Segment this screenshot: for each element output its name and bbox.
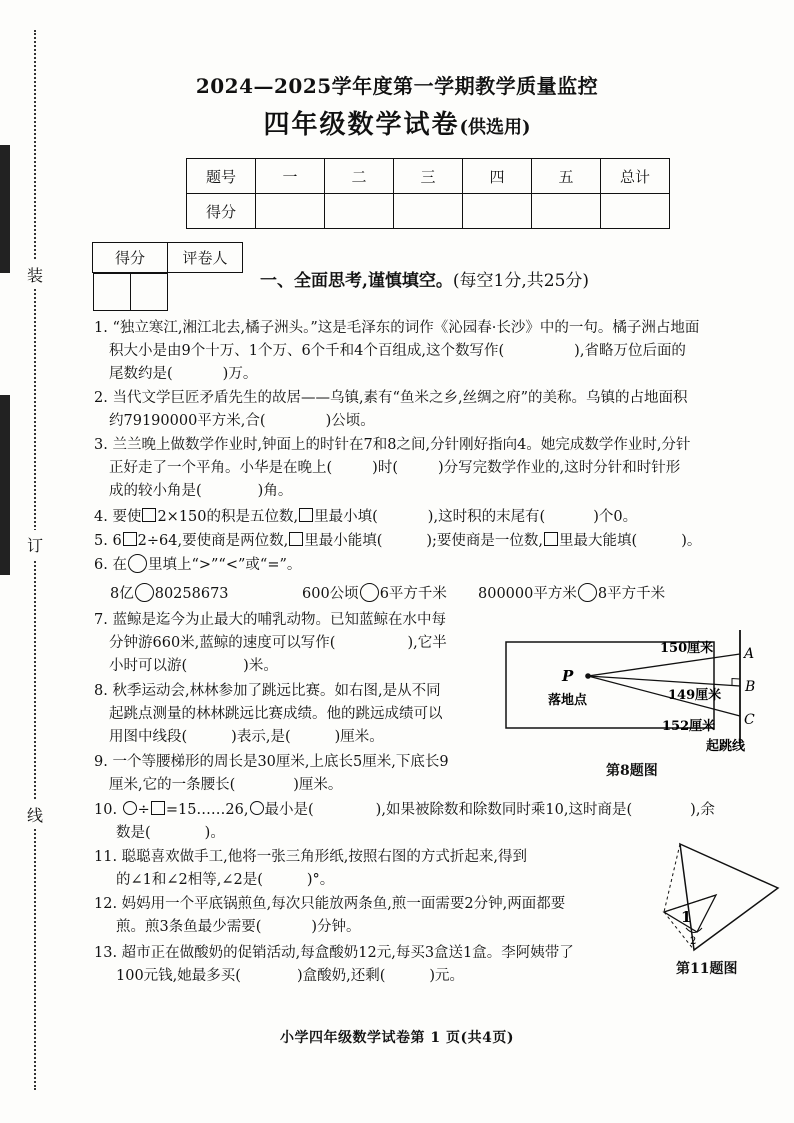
score-cell-header: 三 xyxy=(394,159,463,194)
q2-text: )公顷。 xyxy=(325,413,375,429)
circle-placeholder xyxy=(123,801,137,815)
q3-line-1: 3. 兰兰晚上做数学作业时,钟面上的时针在7和8之间,分针刚好指向4。她完成数学作业时,分针 xyxy=(94,437,691,453)
label-landing-point: 落地点 xyxy=(548,693,588,708)
q11-line-2 xyxy=(94,869,527,892)
q10-line-2 xyxy=(94,822,715,845)
q8-line-1: 8. 秋季运动会,林林参加了跳远比赛。如右图,是从不同 xyxy=(94,683,441,699)
q9-text: 厘米,它的一条腰长( xyxy=(109,777,236,793)
q7-text: 分钟游660米,蓝鲸的速度可以写作( xyxy=(109,635,336,651)
score-cell-input[interactable] xyxy=(601,194,670,229)
q2-line-1: 2. 当代文学巨匠矛盾先生的故居——乌镇,素有“鱼米之乡,丝绸之府”的美称。乌镇的占地面积 xyxy=(94,390,688,406)
q6-text: 6平方千米 xyxy=(379,586,447,602)
segment-pa xyxy=(588,654,740,676)
edge-mark-top xyxy=(0,145,10,273)
q3-line-3 xyxy=(94,480,690,503)
q6-text: 6. 在 xyxy=(94,557,127,573)
q10-text: 10. xyxy=(94,802,122,818)
q4-text: )个0。 xyxy=(593,509,638,525)
q13-text: 100元钱,她最多买( xyxy=(116,968,241,984)
question-8 xyxy=(94,680,443,749)
label-length-c: 152厘米 xyxy=(662,719,716,734)
q11-line-1: 11. 聪聪喜欢做手工,他将一张三角形纸,按照右图的方式折起来,得到 xyxy=(94,849,527,865)
q6-compare-circle-1[interactable] xyxy=(135,583,154,602)
score-cell-header: 四 xyxy=(463,159,532,194)
q3-text: )角。 xyxy=(257,483,293,499)
exam-title: 2024—2025学年度第一学期教学质量监控 xyxy=(195,74,599,98)
q5-text: )。 xyxy=(681,533,702,549)
score-cell-input[interactable] xyxy=(463,194,532,229)
q5-text: 2÷64,要使商是两位数, xyxy=(137,533,289,549)
q4-text: ),这时积的末尾有( xyxy=(427,509,546,525)
label-length-b: 149厘米 xyxy=(668,688,722,703)
q5-text: 里最小能填( xyxy=(304,533,383,549)
section-1-note: (每空1分,共25分) xyxy=(452,271,590,291)
score-cell-header: 总计 xyxy=(601,159,670,194)
binding-char-zhuang: 装 xyxy=(24,260,46,289)
q12-text: 煎。煎3条鱼最少需要( xyxy=(116,919,262,935)
figure-8-caption: 第8题图 xyxy=(606,763,658,779)
q6-compare-2 xyxy=(302,582,447,603)
q3-text: 成的较小角是( xyxy=(109,483,202,499)
subtitle-note: (供选用) xyxy=(459,117,531,138)
page-footer: 小学四年级数学试卷第 1 页(共4页) xyxy=(280,1030,514,1046)
q8-text: )表示,是( xyxy=(231,729,291,745)
figure-8-long-jump-diagram xyxy=(500,628,790,753)
q6-compare-circle-2[interactable] xyxy=(360,583,379,602)
q4-text: 里最小填( xyxy=(314,509,378,525)
q12-text: )分钟。 xyxy=(311,919,361,935)
circle-placeholder xyxy=(128,554,147,573)
q3-text: )分写完数学作业的,这时分针和时针形 xyxy=(437,460,681,476)
label-c: C xyxy=(744,712,755,728)
score-table xyxy=(186,158,670,229)
question-7 xyxy=(94,609,447,678)
question-3 xyxy=(94,434,690,503)
question-1 xyxy=(94,317,699,386)
q10-text: =15……26, xyxy=(165,802,249,818)
q1-line-1: 1. “独立寒江,湘江北去,橘子洲头。”这是毛泽东的词作《沁园春·长沙》中的一句。橘子洲占地面 xyxy=(94,320,700,336)
q6-text: 里填上“>”“<”或“=”。 xyxy=(147,557,302,573)
q11-text: 的∠1和∠2相等,∠2是( xyxy=(116,872,263,888)
q6-text: 80258673 xyxy=(154,586,229,602)
q7-line-1: 7. 蓝鲸是迄今为止最大的哺乳动物。已知蓝鲸在水中每 xyxy=(94,612,446,628)
segment-pb xyxy=(588,676,740,686)
q1-text: ),省略万位后面的 xyxy=(574,343,686,359)
q2-text: 约79190000平方米,合( xyxy=(109,413,266,429)
q5-text: 里最大能填( xyxy=(559,533,638,549)
q4-text: 2×150的积是五位数, xyxy=(157,509,299,525)
box-placeholder xyxy=(151,801,165,815)
exam-subtitle xyxy=(0,104,794,141)
edge-mark-middle xyxy=(0,395,10,575)
grader-table xyxy=(92,242,243,311)
q6-compare-1 xyxy=(110,582,229,603)
label-takeoff-line: 起跳线 xyxy=(706,739,746,753)
point-p xyxy=(585,673,591,679)
q9-line-2 xyxy=(94,774,449,797)
label-b: B xyxy=(745,679,756,695)
q7-text: 小时可以游( xyxy=(109,658,188,674)
q1-line-3 xyxy=(94,363,699,386)
q5-text: 5. 6 xyxy=(94,533,122,549)
q13-text: )盒酸奶,还剩( xyxy=(296,968,386,984)
score-cell-input[interactable] xyxy=(532,194,601,229)
q8-text: )厘米。 xyxy=(334,729,384,745)
grader-score-cell[interactable] xyxy=(93,274,130,311)
q10-text: ),如果被除数和除数同时乘10,这时商是( xyxy=(375,802,633,818)
q6-text: 800000平方米 xyxy=(478,586,577,602)
box-placeholder xyxy=(299,508,313,522)
subtitle-text: 四年级数学试卷 xyxy=(263,110,460,140)
q10-text: ÷ xyxy=(137,802,150,818)
q6-text: 600公顷 xyxy=(302,586,359,602)
circle-placeholder xyxy=(250,801,264,815)
q12-line-1: 12. 妈妈用一个平底锅煎鱼,每次只能放两条鱼,煎一面需要2分钟,两面都要 xyxy=(94,896,566,912)
q7-text: )米。 xyxy=(243,658,278,674)
question-9 xyxy=(94,751,449,797)
q10-text: 数是( xyxy=(116,825,151,841)
section-1-heading: 一、全面思考,谨慎填空。 xyxy=(260,271,453,291)
q7-line-3 xyxy=(94,655,447,678)
score-cell-input[interactable] xyxy=(394,194,463,229)
figure-11-caption: 第11题图 xyxy=(676,961,738,977)
question-10 xyxy=(94,799,715,845)
grader-score-label: 得分 xyxy=(93,243,168,273)
q3-text: 正好走了一个平角。小华是在晚上( xyxy=(109,460,333,476)
question-6 xyxy=(94,554,301,577)
q4-text: 4. 要使 xyxy=(94,509,142,525)
q7-line-2 xyxy=(94,632,447,655)
box-placeholder xyxy=(289,532,303,546)
binding-dotted-line xyxy=(34,30,36,1090)
q10-text: )。 xyxy=(204,825,225,841)
label-a: A xyxy=(744,646,755,662)
triangle-outline xyxy=(680,844,778,950)
q2-line-2 xyxy=(94,410,687,433)
score-cell-header: 题号 xyxy=(187,159,256,194)
q7-text: ),它半 xyxy=(407,635,447,651)
binding-char-ding: 订 xyxy=(24,530,46,559)
question-11 xyxy=(94,846,527,892)
q13-line-2 xyxy=(94,965,574,988)
q6-compare-3 xyxy=(478,582,665,603)
score-table-header-row xyxy=(187,159,670,194)
figure-11-folded-triangle xyxy=(644,838,784,953)
q9-line-1: 9. 一个等腰梯形的周长是30厘米,上底长5厘米,下底长9 xyxy=(94,754,449,770)
score-table-score-row xyxy=(187,194,670,229)
q1-text: 积大小是由9个十万、1个万、6个千和4个百组成,这个数写作( xyxy=(109,343,505,359)
q10-text: 最小是( xyxy=(264,802,314,818)
question-12 xyxy=(94,893,565,939)
score-cell-header: 一 xyxy=(256,159,325,194)
question-5 xyxy=(94,530,701,553)
q12-line-2 xyxy=(94,916,565,939)
q6-compare-circle-3[interactable] xyxy=(578,583,597,602)
q8-text: 用图中线段( xyxy=(109,729,188,745)
score-cell-header: 五 xyxy=(532,159,601,194)
box-placeholder xyxy=(142,508,156,522)
question-4 xyxy=(94,506,637,529)
label-length-a: 150厘米 xyxy=(660,641,714,656)
q11-text: )°。 xyxy=(306,872,335,888)
q10-line-1 xyxy=(94,799,715,822)
binding-char-xian: 线 xyxy=(24,800,46,829)
angle-2-label: 2 xyxy=(690,936,697,947)
q9-text: )厘米。 xyxy=(293,777,343,793)
q13-line-1: 13. 超市正在做酸奶的促销活动,每盒酸奶12元,每买3盒送1盒。李阿姨带了 xyxy=(94,945,574,961)
q10-text: ),余 xyxy=(690,802,715,818)
q8-line-3 xyxy=(94,726,443,749)
q1-text: )万。 xyxy=(222,366,258,382)
q3-text: )时( xyxy=(372,460,398,476)
score-row-label: 得分 xyxy=(187,194,256,229)
q8-line-2: 起跳点测量的林林跳远比赛成绩。他的跳远成绩可以 xyxy=(109,706,443,722)
right-angle-mark xyxy=(732,679,740,686)
angle-1-label: 1 xyxy=(681,908,692,926)
label-p: P xyxy=(562,667,574,685)
q13-text: )元。 xyxy=(429,968,465,984)
score-cell-header: 二 xyxy=(325,159,394,194)
question-13 xyxy=(94,942,574,988)
dashed-original-edge-1 xyxy=(664,844,680,912)
q6-text: 8亿 xyxy=(110,586,134,602)
box-placeholder xyxy=(123,532,137,546)
question-2 xyxy=(94,387,687,433)
box-placeholder xyxy=(544,532,558,546)
grader-name-label: 评卷人 xyxy=(168,243,243,273)
score-cell-input[interactable] xyxy=(325,194,394,229)
q5-text: );要使商是一位数, xyxy=(426,533,544,549)
q1-text: 尾数约是( xyxy=(109,366,173,382)
q1-line-2 xyxy=(94,340,699,363)
grader-name-cell[interactable] xyxy=(130,274,167,311)
q6-text: 8平方千米 xyxy=(597,586,666,602)
score-cell-input[interactable] xyxy=(256,194,325,229)
q3-line-2 xyxy=(94,457,690,480)
section-1-title xyxy=(260,266,589,291)
